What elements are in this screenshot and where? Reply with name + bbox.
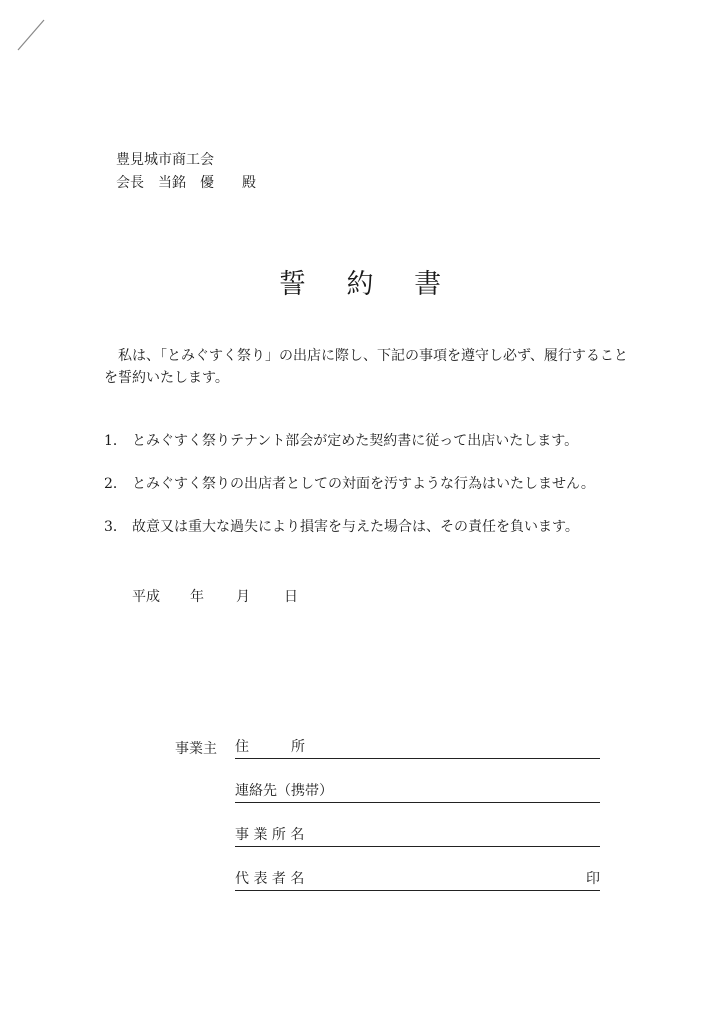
- intro-paragraph: 私は、「とみぐすく祭り」の出店に際し、下記の事項を遵守し必ず、履行することを誓約いたします。: [104, 348, 628, 386]
- business-name-label: 事 業 所 名: [235, 827, 305, 843]
- pledge-item-number: 2．: [104, 476, 127, 492]
- pledge-item: [104, 430, 664, 473]
- title-char-1: 誓: [278, 269, 310, 300]
- title-char-3: 書: [414, 269, 446, 300]
- pledge-item-number: 1．: [104, 433, 127, 449]
- business-name-field[interactable]: [235, 826, 600, 847]
- seal-mark: 印: [586, 871, 600, 887]
- pledge-item: [104, 516, 664, 559]
- representative-label: 代 表 者 名: [235, 871, 305, 887]
- representative-field[interactable]: [235, 870, 600, 891]
- date-year-label: 年: [190, 589, 204, 605]
- pledge-item-text: とみぐすく祭りの出店者としての対面を汚すような行為はいたしません。: [132, 476, 595, 492]
- addressee-block: [116, 149, 256, 195]
- document-title: [0, 262, 724, 301]
- pledge-item-number: 3．: [104, 519, 127, 535]
- scan-slash-mark: [14, 14, 54, 54]
- date-line: [132, 586, 298, 606]
- business-owner-label: 事業主: [175, 741, 217, 757]
- pledge-item-text: とみぐすく祭りテナント部会が定めた契約書に従って出店いたします。: [132, 433, 579, 449]
- pledge-item-text: 故意又は重大な過失により損害を与えた場合は、その責任を負います。: [132, 519, 579, 535]
- contact-label: 連絡先（携帯）: [235, 783, 333, 799]
- date-era: 平成: [132, 589, 160, 605]
- pledge-items-list: [104, 430, 664, 559]
- contact-field[interactable]: [235, 782, 600, 803]
- pledge-item: [104, 473, 664, 516]
- date-month-label: 月: [236, 589, 250, 605]
- address-field[interactable]: [235, 738, 600, 759]
- date-day-label: 日: [284, 589, 298, 605]
- address-label: 住 所: [235, 739, 305, 755]
- addressee-organization: 豊見城市商工会: [116, 152, 214, 168]
- title-char-2: 約: [346, 269, 378, 300]
- addressee-recipient: 会長 当銘 優 殿: [116, 175, 256, 191]
